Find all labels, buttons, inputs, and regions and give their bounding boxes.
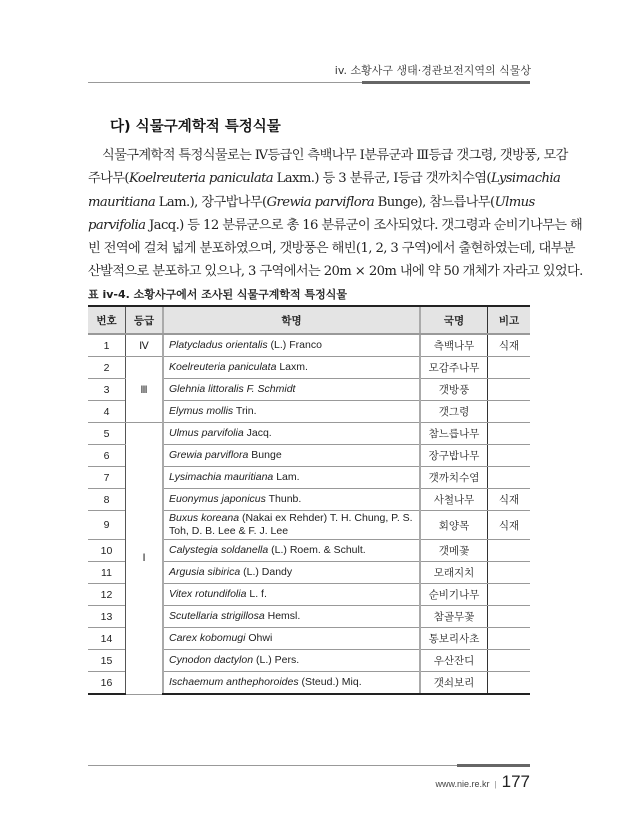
author-name: (Steud.) Miq.: [298, 676, 362, 688]
note-cell: [488, 445, 531, 467]
note-cell: [488, 628, 531, 650]
paragraph-line: [88, 237, 575, 260]
scientific-name: Elymus mollis: [169, 405, 234, 417]
author-name: Bunge: [248, 449, 282, 461]
body-text: Lam.), 장구밥나무(: [155, 194, 267, 210]
korean-name-cell: 회양목: [420, 511, 488, 540]
paragraph-line: [88, 167, 561, 190]
scientific-name: Calystegia soldanella: [169, 544, 269, 556]
scientific-name-cell: [163, 562, 420, 584]
scientific-name-text: parvifolia: [88, 217, 146, 233]
scientific-name: Carex kobomugi: [169, 632, 246, 644]
header-rule-accent: [362, 81, 530, 84]
footer-rule-accent: [457, 764, 530, 767]
body-text: 식물구계학적 특정식물로는 Ⅳ등급인 측백나무 Ⅰ분류군과 Ⅲ등급 갯그령, 갯방풍, 모감: [102, 148, 568, 163]
note-cell: [488, 357, 531, 379]
note-cell: [488, 401, 531, 423]
section-title: 다) 식물구계학적 특정식물: [110, 119, 281, 135]
scientific-name-cell: [163, 357, 420, 379]
author-name: (L.) Pers.: [253, 654, 300, 666]
species-table: [88, 305, 530, 695]
scientific-name-cell: [163, 628, 420, 650]
note-cell: [488, 606, 531, 628]
scientific-name: Lysimachia mauritiana: [169, 471, 274, 483]
korean-name-cell: 순비기나무: [420, 584, 488, 606]
author-name: Lam.: [273, 471, 300, 483]
col-header-number: 번호: [88, 306, 126, 334]
korean-name-cell: 모감주나무: [420, 357, 488, 379]
author-name: Laxm.: [276, 361, 308, 373]
body-text: Bunge), 참느릅나무(: [374, 194, 495, 210]
footer-url: www.nie.re.kr: [435, 779, 490, 789]
scientific-name-cell: [163, 445, 420, 467]
note-cell: 식재: [488, 334, 531, 357]
row-number: 6: [88, 445, 126, 467]
scientific-name: Koelreuteria paniculata: [169, 361, 277, 373]
scientific-name-cell: [163, 334, 420, 357]
scientific-name-text: Grewia parviflora: [266, 194, 375, 210]
note-cell: 식재: [488, 511, 531, 540]
row-number: 9: [88, 511, 126, 540]
author-name: Thunb.: [265, 493, 302, 505]
author-name: (L.) Franco: [267, 339, 322, 351]
scientific-name-text: mauritiana: [88, 194, 156, 210]
paragraph-line: [88, 260, 583, 283]
table-header-row: [88, 306, 530, 334]
page-number: 177: [501, 772, 530, 791]
scientific-name-cell: [163, 489, 420, 511]
col-header-note: 비고: [488, 306, 531, 334]
scientific-name-cell: [163, 650, 420, 672]
scientific-name-text: Lysimachia: [490, 171, 561, 187]
col-header-korean-name: 국명: [420, 306, 488, 334]
note-cell: [488, 650, 531, 672]
korean-name-cell: 갯쇠보리: [420, 672, 488, 695]
author-name: L. f.: [246, 588, 267, 600]
body-text: 주나무(: [88, 171, 129, 187]
table-row: [88, 423, 530, 445]
scientific-name-cell: [163, 584, 420, 606]
row-number: 13: [88, 606, 126, 628]
note-cell: [488, 562, 531, 584]
row-number: 8: [88, 489, 126, 511]
grade-cell: Ⅰ: [126, 423, 164, 695]
korean-name-cell: 참골무꽃: [420, 606, 488, 628]
author-name: (L.) Roem. & Schult.: [268, 544, 366, 556]
korean-name-cell: 통보리사초: [420, 628, 488, 650]
scientific-name: Scutellaria strigillosa: [169, 610, 265, 622]
author-name: Jacq.: [243, 427, 272, 439]
korean-name-cell: 사철나무: [420, 489, 488, 511]
author-name: (L.) Dandy: [240, 566, 293, 578]
row-number: 16: [88, 672, 126, 695]
row-number: 12: [88, 584, 126, 606]
note-cell: [488, 584, 531, 606]
scientific-name: Grewia parviflora: [169, 449, 249, 461]
body-paragraph: [88, 144, 583, 284]
row-number: 14: [88, 628, 126, 650]
scientific-name-cell: [163, 423, 420, 445]
korean-name-cell: 우산잔디: [420, 650, 488, 672]
scientific-name: Vitex rotundifolia: [169, 588, 247, 600]
scientific-name-text: Ulmus: [494, 194, 535, 210]
body-text: Jacq.) 등 12 분류군으로 총 16 분류군이 조사되었다. 갯그령과 순비기나무는 해: [145, 217, 583, 233]
grade-cell: Ⅳ: [126, 334, 164, 357]
scientific-name-text: Koelreuteria paniculata: [128, 171, 274, 187]
korean-name-cell: 참느릅나무: [420, 423, 488, 445]
note-cell: [488, 379, 531, 401]
paragraph-line: [88, 144, 568, 167]
row-number: 11: [88, 562, 126, 584]
table-row: [88, 334, 530, 357]
author-name: Hemsl.: [264, 610, 301, 622]
scientific-name: Glehnia littoralis: [169, 383, 244, 395]
scientific-name-cell: [163, 511, 420, 540]
korean-name-cell: 측백나무: [420, 334, 488, 357]
grade-cell: Ⅲ: [126, 357, 164, 423]
author-name: Ohwi: [245, 632, 273, 644]
scientific-name: Ischaemum anthephoroides: [169, 676, 299, 688]
row-number: 7: [88, 467, 126, 489]
author-name: (Nakai ex Rehder) T. H. Chung, P. S. Toh, D. B. Lee & F. J. Lee: [169, 512, 413, 537]
korean-name-cell: 장구밥나무: [420, 445, 488, 467]
korean-name-cell: 갯메꽃: [420, 540, 488, 562]
note-cell: 식재: [488, 489, 531, 511]
korean-name-cell: 갯까치수염: [420, 467, 488, 489]
scientific-name-cell: [163, 540, 420, 562]
scientific-name: Cynodon dactylon: [169, 654, 254, 666]
row-number: 5: [88, 423, 126, 445]
scientific-name: Euonymus japonicus: [169, 493, 266, 505]
scientific-name-cell: [163, 606, 420, 628]
body-text: Laxm.) 등 3 분류군, Ⅰ등급 갯까치수염(: [273, 171, 491, 187]
row-number: 15: [88, 650, 126, 672]
note-cell: [488, 467, 531, 489]
korean-name-cell: 갯그령: [420, 401, 488, 423]
table-row: [88, 357, 530, 379]
scientific-name-cell: [163, 379, 420, 401]
page-footer: [436, 772, 530, 792]
note-cell: [488, 423, 531, 445]
row-number: 3: [88, 379, 126, 401]
paragraph-line: [88, 214, 583, 237]
row-number: 2: [88, 357, 126, 379]
scientific-name: Argusia sibirica: [169, 566, 241, 578]
col-header-grade: 등급: [126, 306, 164, 334]
korean-name-cell: 갯방풍: [420, 379, 488, 401]
col-header-scientific-name: 학명: [163, 306, 420, 334]
scientific-name-cell: [163, 672, 420, 695]
table-caption: 표 iv-4. 소황사구에서 조사된 식물구계학적 특정식물: [88, 288, 348, 301]
scientific-name-cell: [163, 467, 420, 489]
running-header: iv. 소황사구 생태·경관보전지역의 식물상: [334, 64, 531, 77]
paragraph-line: [88, 191, 535, 214]
scientific-name-cell: [163, 401, 420, 423]
row-number: 1: [88, 334, 126, 357]
scientific-name: Buxus koreana: [169, 512, 240, 524]
row-number: 10: [88, 540, 126, 562]
body-text: 빈 전역에 걸쳐 넓게 분포하였으며, 갯방풍은 해빈(1, 2, 3 구역)에서 출현하였는데, 대부분: [88, 241, 575, 257]
scientific-name: Platycladus orientalis: [169, 339, 268, 351]
scientific-name: Ulmus parvifolia: [169, 427, 244, 439]
note-cell: [488, 540, 531, 562]
author-name: Trin.: [233, 405, 257, 417]
note-cell: [488, 672, 531, 695]
author-name: F. Schmidt: [243, 383, 296, 395]
footer-separator: |: [494, 780, 497, 789]
row-number: 4: [88, 401, 126, 423]
korean-name-cell: 모래지치: [420, 562, 488, 584]
body-text: 산발적으로 분포하고 있으나, 3 구역에서는 20m × 20m 내에 약 50 개체가 자라고 있었다.: [88, 264, 583, 280]
